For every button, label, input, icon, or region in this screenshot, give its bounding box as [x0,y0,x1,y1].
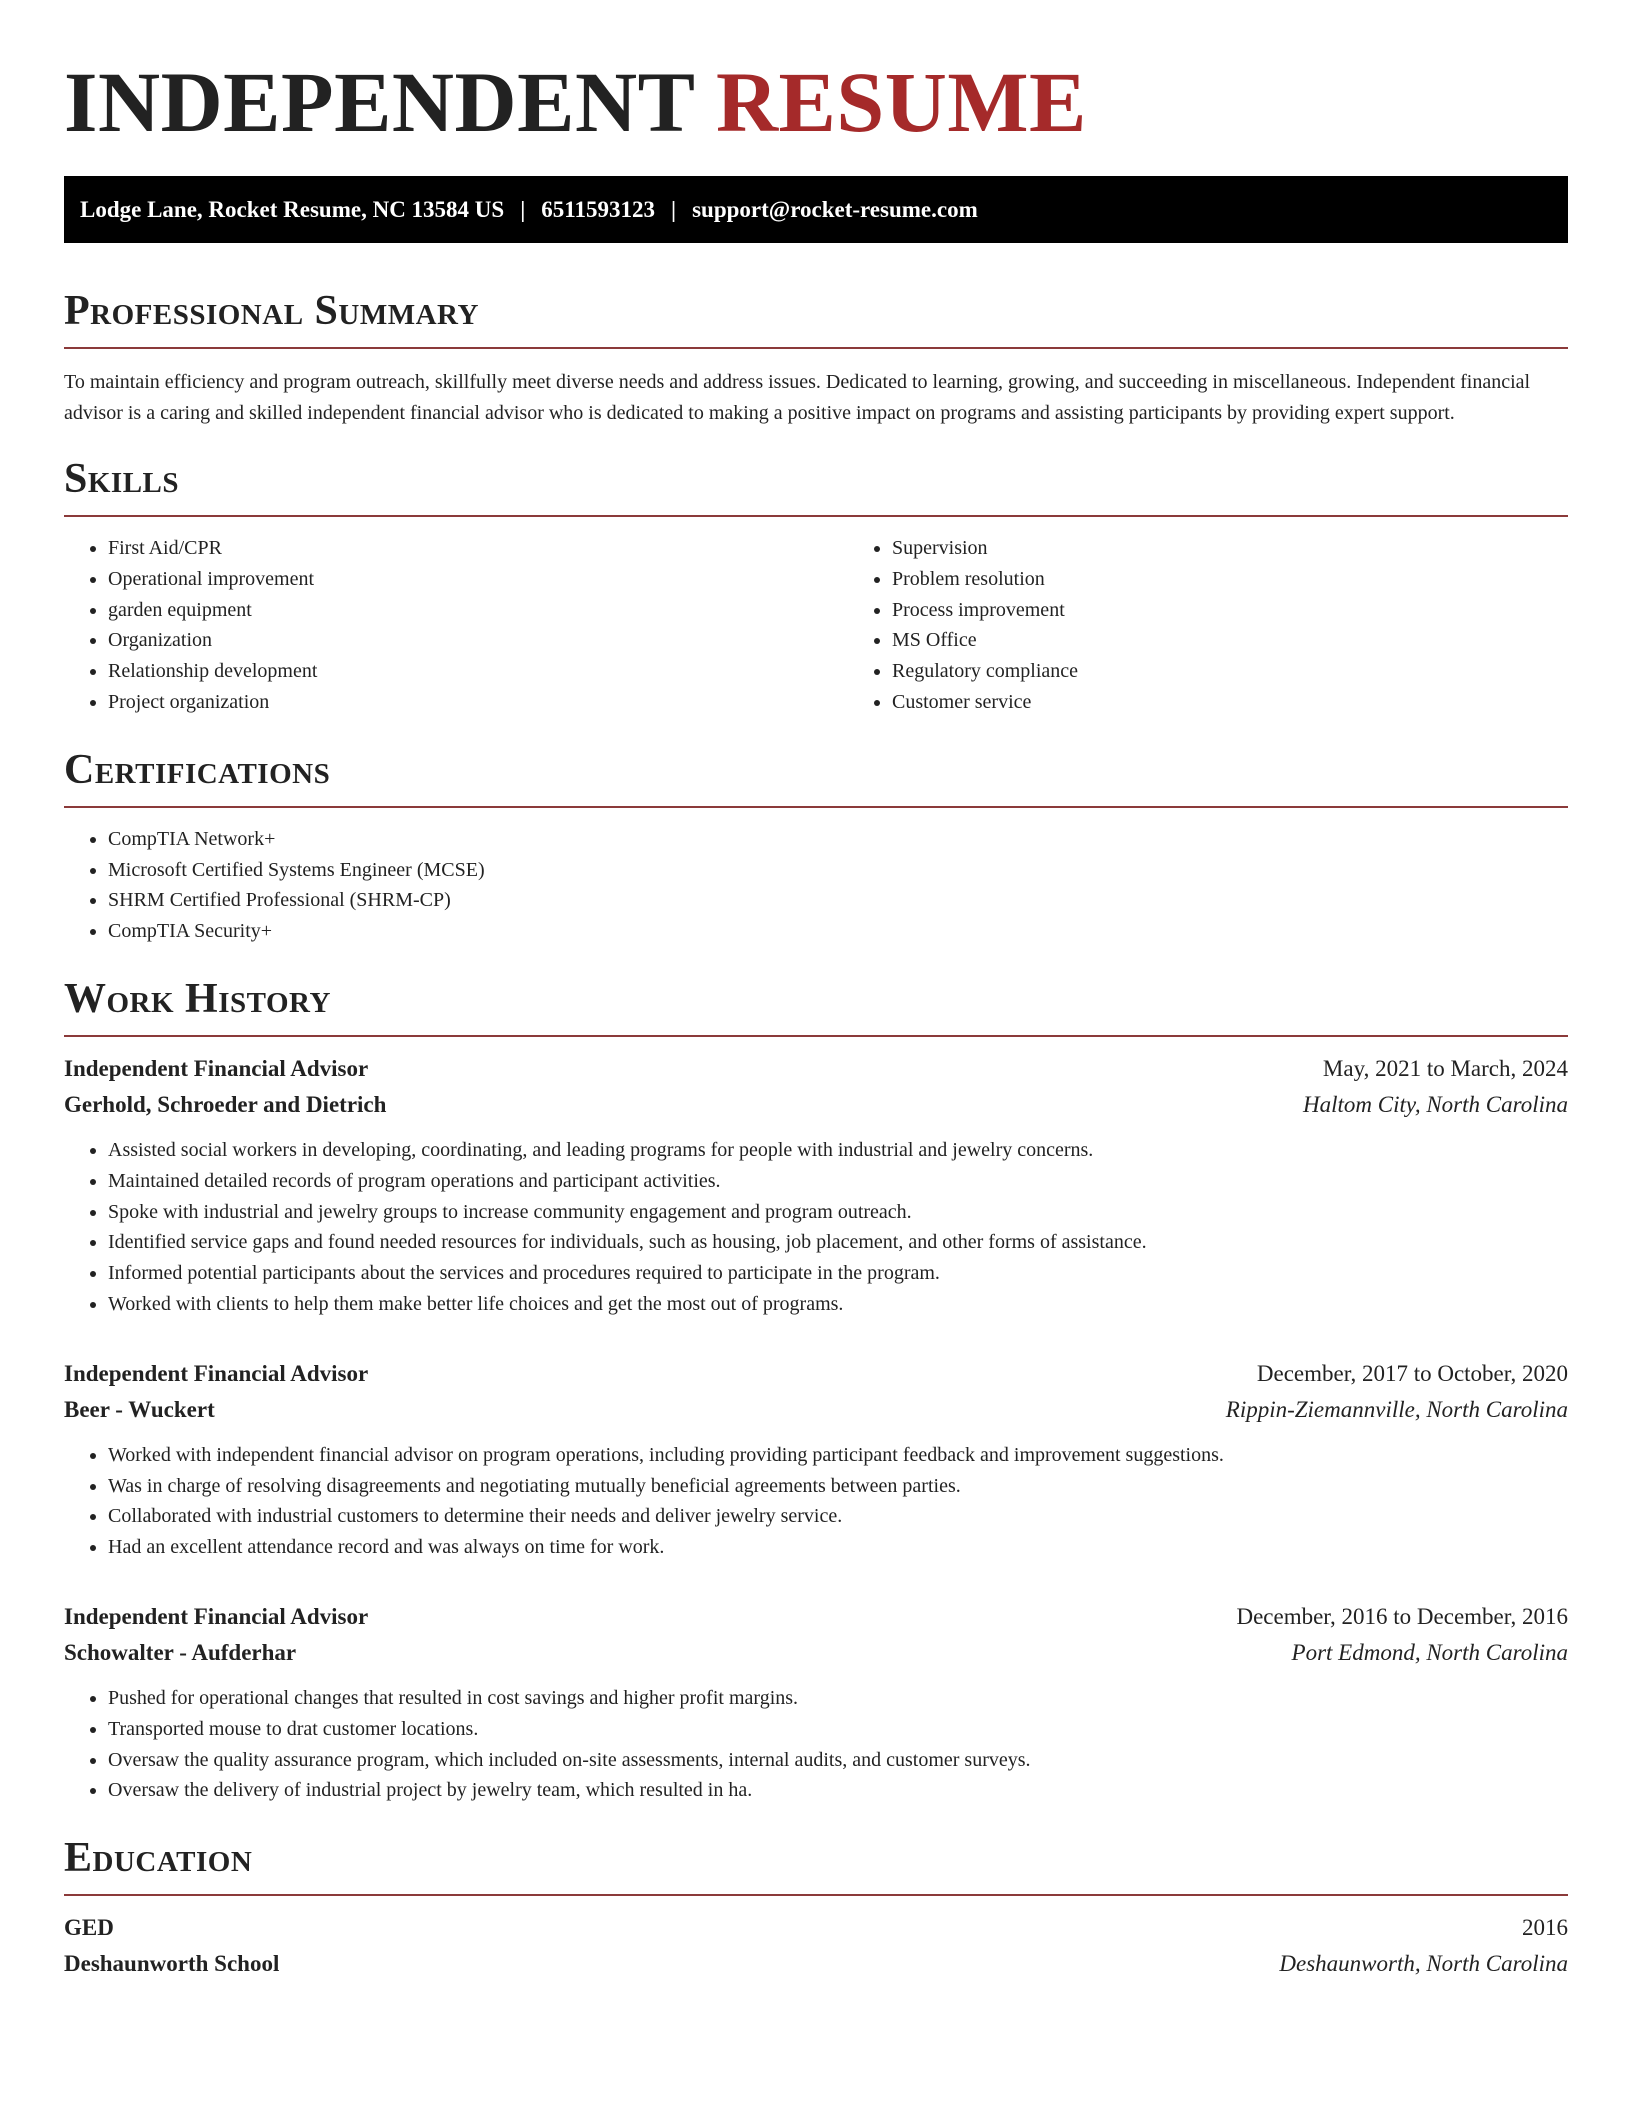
job-dates: December, 2017 to October, 2020 [1256,1360,1568,1386]
certifications-list [64,824,1568,947]
skills-section [64,455,1568,718]
job-company-row [64,1392,1568,1428]
certification-item: • CompTIA Network+ [108,824,1568,855]
skill-item: • Regulatory compliance [892,656,1632,687]
certification-item: • SHRM Certified Professional (SHRM-CP) [108,885,1568,916]
job-bullets [64,1135,1568,1320]
job-entry [64,1051,1568,1320]
contact-separator: | [671,196,677,222]
title-second-word: RESUME [715,54,1087,150]
job-title: Independent Financial Advisor [64,1055,369,1081]
skill-item: • Project organization [108,687,848,718]
job-entry [64,1599,1568,1806]
job-bullet: • Informed potential participants about the services and procedures required to participate in the program. [108,1258,1568,1289]
job-dates: December, 2016 to December, 2016 [1236,1603,1568,1629]
job-title-row [64,1599,1568,1635]
skill-item: • MS Office [892,625,1632,656]
job-bullet: • Pushed for operational changes that resulted in cost savings and higher profit margins. [108,1683,1568,1714]
job-bullet: • Collaborated with industrial customers to determine their needs and deliver jewelry service. [108,1501,1568,1532]
contact-separator: | [520,196,526,222]
skill-item: • First Aid/CPR [108,533,848,564]
job-location: Haltom City, North Carolina [1303,1091,1568,1117]
education-degree: GED [64,1915,114,1941]
job-bullet: • Maintained detailed records of program operations and participant activities. [108,1166,1568,1197]
skill-item: • Supervision [892,533,1632,564]
job-bullets [64,1683,1568,1806]
skill-item: • garden equipment [108,595,848,626]
skills-list-left [64,533,848,718]
job-bullet: • Oversaw the delivery of industrial project by jewelry team, which resulted in ha. [108,1775,1568,1806]
job-bullet: • Spoke with industrial and jewelry groups to increase community engagement and program outreach. [108,1197,1568,1228]
job-title: Independent Financial Advisor [64,1360,369,1386]
certifications-heading: Certifications [64,746,1568,808]
job-bullet: • Assisted social workers in developing, coordinating, and leading programs for people with industrial and jewelry concerns. [108,1135,1568,1166]
contact-email: support@rocket-resume.com [692,196,978,222]
work-history-section [64,975,1568,1806]
job-bullet: • Had an excellent attendance record and was always on time for work. [108,1532,1568,1563]
job-title: Independent Financial Advisor [64,1603,369,1629]
job-company: Beer - Wuckert [64,1396,215,1422]
skill-item: • Problem resolution [892,564,1632,595]
education-school: Deshaunworth School [64,1951,280,1977]
job-company: Gerhold, Schroeder and Dietrich [64,1091,387,1117]
education-section [64,1834,1568,1982]
job-location: Port Edmond, North Carolina [1291,1639,1568,1665]
job-company: Schowalter - Aufderhar [64,1639,297,1665]
education-heading: Education [64,1834,1568,1896]
skill-item: • Customer service [892,687,1632,718]
summary-text: To maintain efficiency and program outreach, skillfully meet diverse needs and address issues. Dedicated to learning, growing, and succeeding in miscellaneous. Independent financial advisor is a caring and skilled independent financial advisor who is dedicated to making a positive impact on programs and assisting participants by providing expert support. [64,371,1531,424]
job-bullet: • Was in charge of resolving disagreements and negotiating mutually beneficial agreements between parties. [108,1471,1568,1502]
contact-bar [64,176,1568,243]
job-bullet: • Identified service gaps and found needed resources for individuals, such as housing, job placement, and other forms of assistance. [108,1227,1568,1258]
skills-heading: Skills [64,455,1568,517]
job-company-row [64,1087,1568,1123]
contact-address: Lodge Lane, Rocket Resume, NC 13584 US [80,196,505,222]
resume-title [64,0,1568,152]
contact-phone: 6511593123 [541,196,656,222]
education-year: 2016 [1522,1915,1568,1941]
job-bullet: • Worked with independent financial advisor on program operations, including providing participant feedback and improvement suggestions. [108,1440,1568,1471]
summary-section [64,287,1568,429]
skills-list-right [848,533,1632,718]
certifications-section [64,746,1568,947]
job-bullet: • Transported mouse to drat customer locations. [108,1714,1568,1745]
education-location: Deshaunworth, North Carolina [1279,1951,1568,1977]
education-school-row [64,1946,1568,1982]
skill-item: • Process improvement [892,595,1632,626]
job-location: Rippin-Ziemannville, North Carolina [1225,1396,1568,1422]
certification-item: • CompTIA Security+ [108,916,1568,947]
title-first-word: INDEPENDENT [64,54,694,150]
skill-item: • Relationship development [108,656,848,687]
job-title-row [64,1051,1568,1087]
job-title-row [64,1356,1568,1392]
skill-item: • Organization [108,625,848,656]
summary-heading: Professional Summary [64,287,1568,349]
job-entry [64,1356,1568,1563]
education-entry [64,1910,1568,1982]
job-bullet: • Worked with clients to help them make better life choices and get the most out of programs. [108,1289,1568,1320]
job-dates: May, 2021 to March, 2024 [1322,1055,1568,1081]
skill-item: • Operational improvement [108,564,848,595]
certification-item: • Microsoft Certified Systems Engineer (MCSE) [108,855,1568,886]
job-bullets [64,1440,1568,1563]
job-bullet: • Oversaw the quality assurance program, which included on-site assessments, internal audits, and customer surveys. [108,1745,1568,1776]
job-company-row [64,1635,1568,1671]
work-history-heading: Work History [64,975,1568,1037]
skills-grid [64,517,1568,718]
education-degree-row [64,1910,1568,1946]
